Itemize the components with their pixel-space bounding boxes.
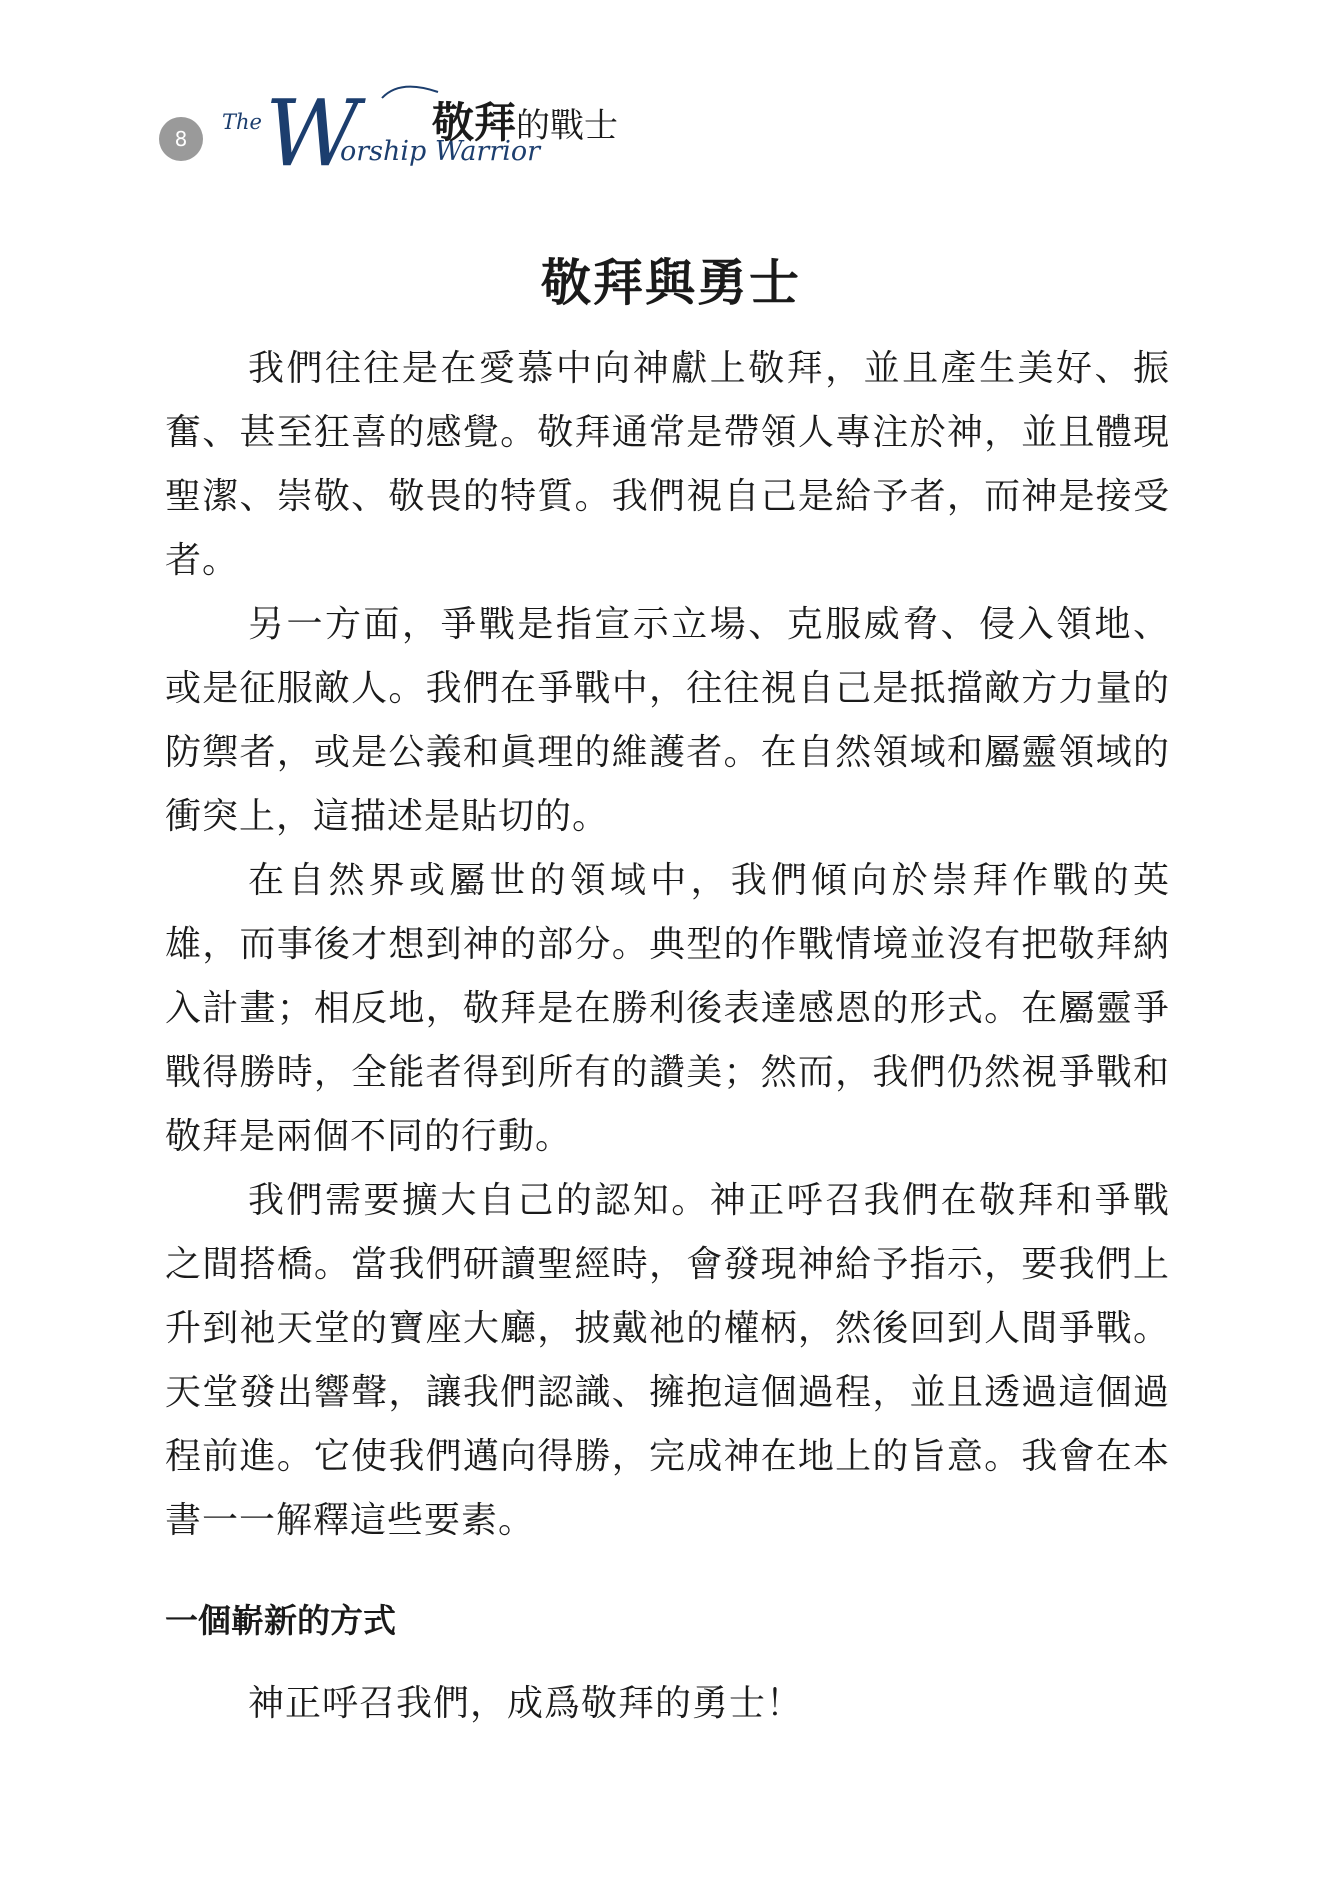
- brand-english-title: orship Warrior: [340, 136, 541, 167]
- brand-chinese-title: [432, 90, 618, 150]
- closing-line: 神正呼召我們，成爲敬拜的勇士！: [248, 1683, 804, 1724]
- brand-chinese-bold: 敬拜: [432, 98, 517, 147]
- body-text: [165, 337, 1170, 1553]
- page-number-badge: 8: [159, 117, 203, 161]
- brand-flourish-icon: [380, 82, 440, 102]
- chapter-title: 敬拜與勇士: [541, 254, 801, 312]
- brand-chinese-rest: 的戰士: [516, 106, 619, 146]
- paragraph-1: 我們往往是在愛慕中向神獻上敬拜，並且產生美好、振奮、甚至狂喜的感覺。敬拜通常是帶領人專注於神，並且體現聖潔、崇敬、敬畏的特質。我們視自己是給予者，而神是接受者。: [165, 348, 1170, 581]
- brand-w-letter: W: [265, 80, 360, 187]
- brand-the: The: [222, 110, 262, 134]
- paragraph-3: 在自然界或屬世的領域中，我們傾向於崇拜作戰的英雄，而事後才想到神的部分。典型的作戰情境並沒有把敬拜納入計畫；相反地，敬拜是在勝利後表達感恩的形式。在屬靈爭戰得勝時，全能者得到所有的讚美；然而，我們仍然視爭戰和敬拜是兩個不同的行動。: [165, 860, 1170, 1157]
- paragraph-4: 我們需要擴大自己的認知。神正呼召我們在敬拜和爭戰之間搭橋。當我們研讀聖經時，會發現神給予指示，要我們上升到祂天堂的寶座大廳，披戴祂的權柄，然後回到人間爭戰。天堂發出響聲，讓我們認識、擁抱這個過程，並且透過這個過程前進。它使我們邁向得勝，完成神在地上的旨意。我會在本書一一解釋這些要素。: [165, 1180, 1170, 1541]
- paragraph-2: 另一方面，爭戰是指宣示立場、克服威脅、侵入領地、或是征服敵人。我們在爭戰中，往往視自己是抵擋敵方力量的防禦者，或是公義和眞理的維護者。在自然領域和屬靈領域的衝突上，這描述是貼切的。: [165, 604, 1170, 837]
- page-header: [0, 0, 1342, 187]
- section-heading: 一個嶄新的方式: [165, 1601, 396, 1640]
